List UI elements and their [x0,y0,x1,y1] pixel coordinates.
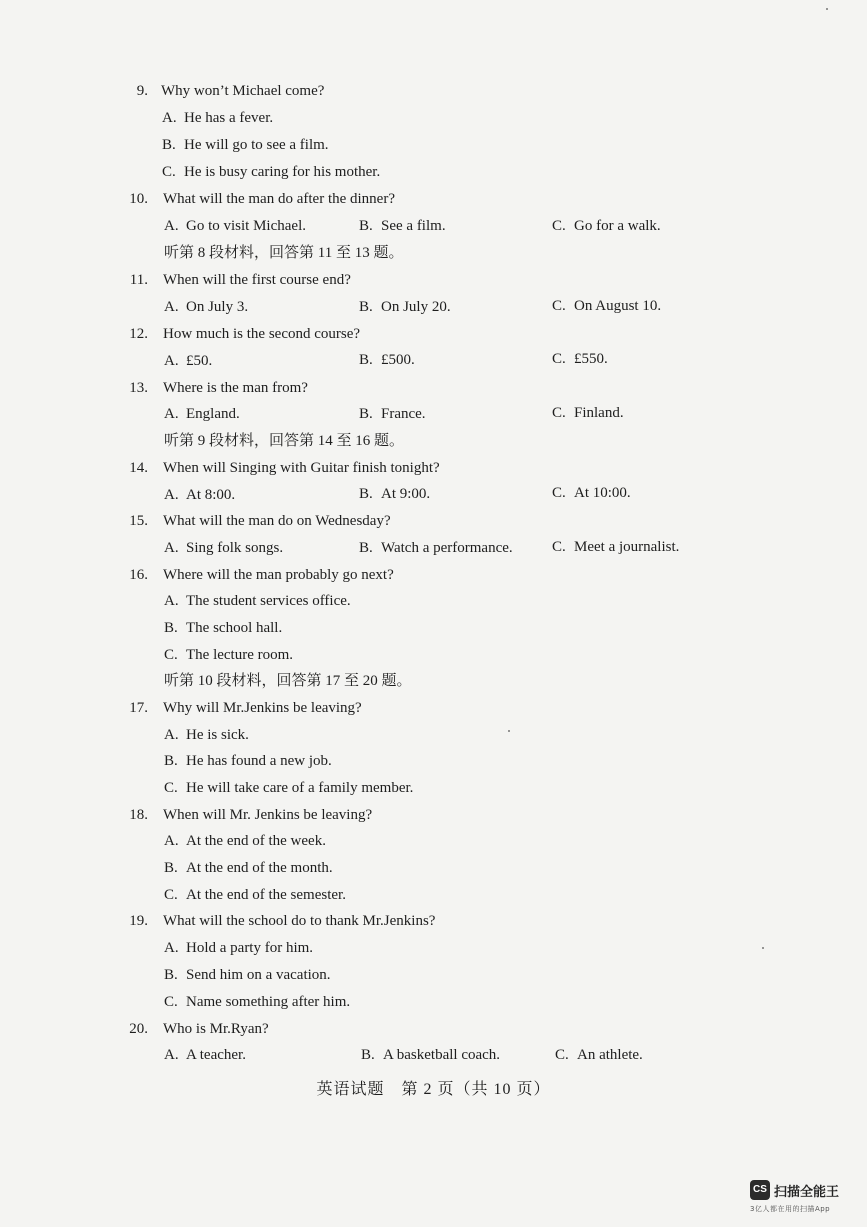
option-a: A. At 8:00. [164,487,236,503]
option-a: A. He is sick. [164,727,249,743]
option-c: C. He will take care of a family member. [164,780,414,796]
question-number: 11. [129,272,148,288]
option-c: C. £550. [552,351,608,367]
option-b: B. On July 20. [359,299,451,315]
option-b: B. Send him on a vacation. [164,967,331,983]
question-number: 15. [129,513,148,529]
question-text: How much is the second course? [163,326,361,342]
question-number: 10. [129,191,148,207]
option-b: B. A basketball coach. [361,1047,501,1063]
section-note: 听第 10 段材料，回答第 17 至 20 题。 [164,673,412,689]
question-text: When will the first course end? [163,272,351,288]
question-text: Where will the man probably go next? [163,567,394,583]
option-a: A. He has a fever. [162,110,274,126]
question-text: Why won’t Michael come? [161,83,325,99]
question-text: When will Singing with Guitar finish tonight? [163,460,440,476]
question-text: What will the man do on Wednesday? [163,513,391,529]
option-c: C. An athlete. [555,1047,643,1063]
option-b: B. He has found a new job. [164,753,332,769]
question-number: 12. [129,326,148,342]
option-c: C. Go for a walk. [552,218,661,234]
option-a: A. £50. [164,353,213,369]
option-a: A. England. [164,406,240,422]
option-c: C. Name something after him. [164,994,351,1010]
question-number: 20. [129,1021,148,1037]
scan-speck [762,947,764,949]
option-c: C. At the end of the semester. [164,887,346,903]
cs-logo-icon: CS [750,1180,770,1200]
option-b: B. At 9:00. [359,486,431,502]
option-a: A. Go to visit Michael. [164,218,306,234]
question-text: What will the man do after the dinner? [163,191,395,207]
scan-speck [826,8,828,10]
option-b: B. See a film. [359,218,446,234]
question-text: Where is the man from? [163,380,308,396]
page-footer: 英语试题 第 2 页（共 10 页） [316,1081,551,1098]
question-number: 18. [129,807,148,823]
question-text: Why will Mr.Jenkins be leaving? [163,700,362,716]
scan-speck [508,730,510,732]
option-a: A. On July 3. [164,299,249,315]
option-c: C. Finland. [552,405,624,421]
option-c: C. On August 10. [552,298,662,314]
question-number: 14. [129,460,148,476]
watermark-name: 扫描全能王 [774,1185,840,1200]
question-number: 13. [129,380,148,396]
option-a: A. The student services office. [164,593,351,609]
watermark-subtitle: 3亿人都在用的扫描App [750,1205,831,1213]
question-number: 9. [136,83,148,99]
option-b: B. £500. [359,352,415,368]
question-text: What will the school do to thank Mr.Jenkins? [163,913,436,929]
option-a: A. Sing folk songs. [164,540,284,556]
question-number: 19. [129,913,148,929]
option-c: C. The lecture room. [164,647,294,663]
section-note: 听第 9 段材料，回答第 14 至 16 题。 [164,433,405,449]
question-text: When will Mr. Jenkins be leaving? [163,807,373,823]
question-text: Who is Mr.Ryan? [163,1021,269,1037]
option-c: C. Meet a journalist. [552,539,680,555]
option-b: B. At the end of the month. [164,860,333,876]
question-number: 17. [129,700,148,716]
option-b: B. France. [359,406,426,422]
option-b: B. He will go to see a film. [162,137,329,153]
option-a: A. At the end of the week. [164,833,326,849]
option-b: B. Watch a performance. [359,540,513,556]
option-b: B. The school hall. [164,620,283,636]
option-a: A. Hold a party for him. [164,940,314,956]
section-note: 听第 8 段材料，回答第 11 至 13 题。 [164,245,404,261]
option-a: A. A teacher. [164,1047,246,1063]
option-c: C. At 10:00. [552,485,631,501]
option-c: C. He is busy caring for his mother. [162,164,381,180]
question-number: 16. [129,567,148,583]
